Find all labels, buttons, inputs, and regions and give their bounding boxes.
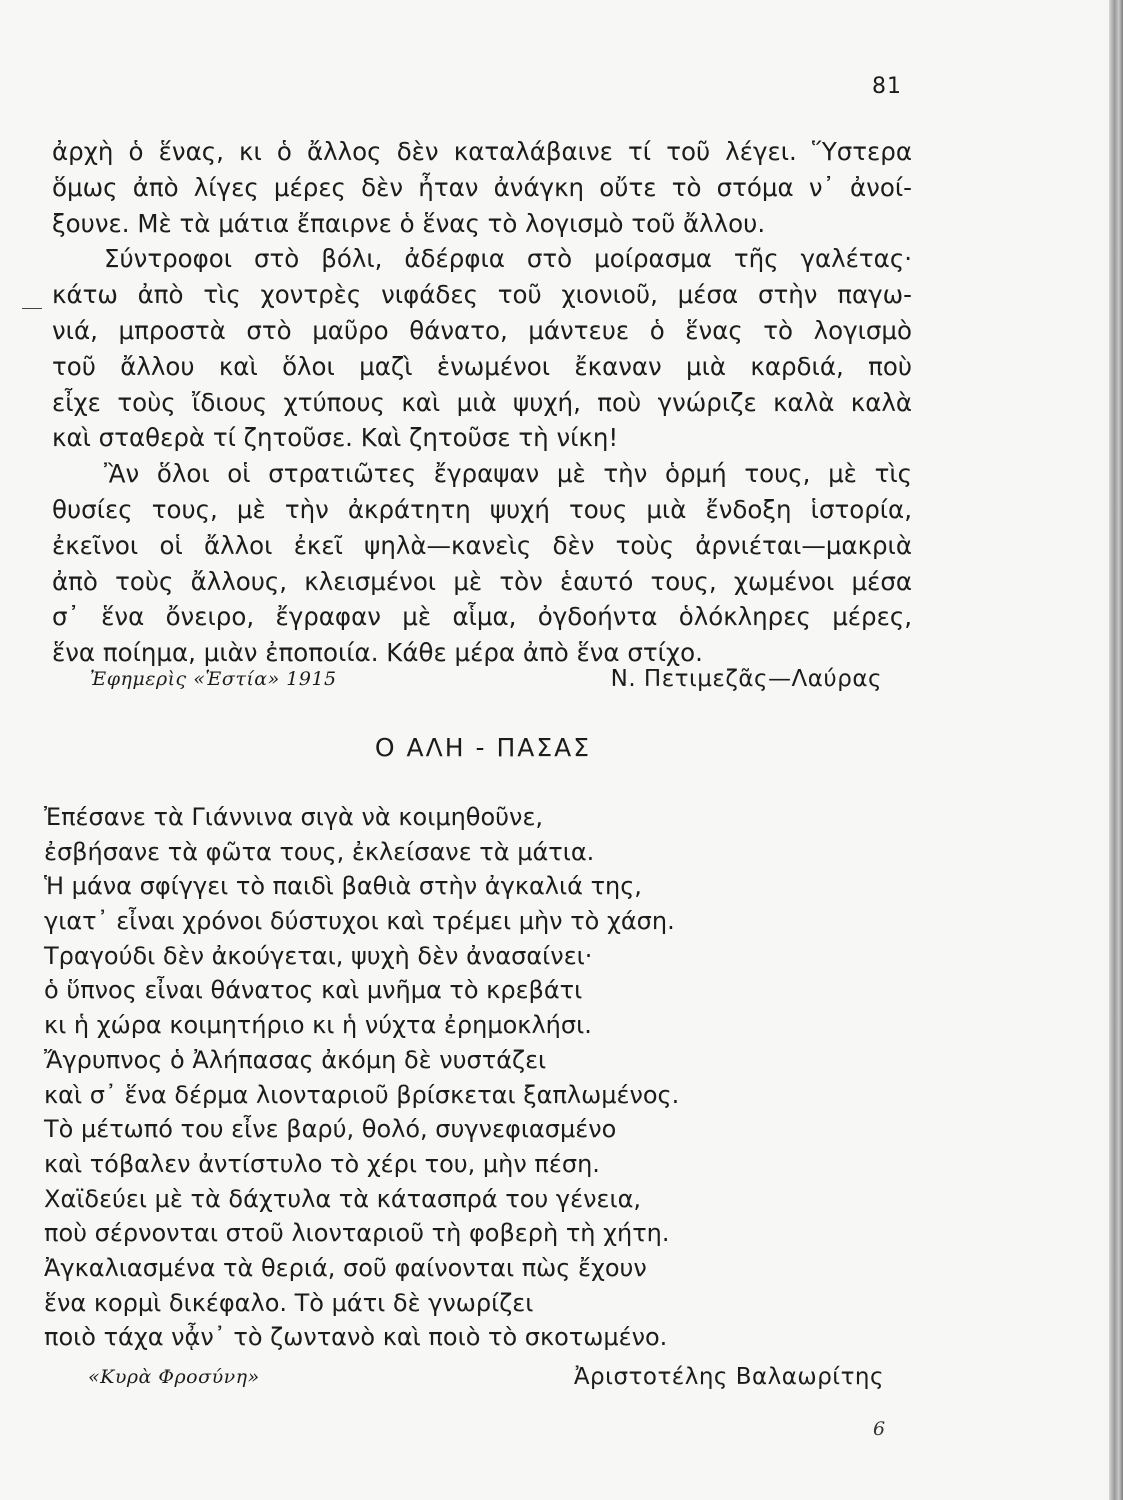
page-number: 81 <box>872 74 902 99</box>
poem-block <box>44 800 804 1355</box>
poem-line: κι ἡ χώρα κοιμητήριο κι ἡ νύχτα ἐρημοκλήσι. <box>44 1011 592 1040</box>
prose-line: καὶ σταθερὰ τί ζητοῦσε. Καὶ ζητοῦσε τὴ νίκη! <box>52 423 619 453</box>
prose-line: ἀρχὴ ὁ ἕνας, κι ὁ ἄλλος δὲν καταλάβαινε τί τοῦ λέγει. Ὕστερα <box>52 137 912 166</box>
prose-line: ὅμως ἀπὸ λίγες μέρες δὲν ἦταν ἀνάγκη οὔτε τὸ στόμα ν᾿ ἀνοί- <box>52 172 912 202</box>
prose-line: νιά, μπροστὰ στὸ μαῦρο θάνατο, μάντευε ὁ ἕνας τὸ λογισμὸ <box>52 315 912 345</box>
poem-line: Χαϊδεύει μὲ τὰ δάχτυλα τὰ κάτασπρά του γένεια, <box>44 1184 642 1213</box>
prose-line: ξουνε. Μὲ τὰ μάτια ἔπαιρνε ὁ ἕνας τὸ λογισμὸ τοῦ ἄλλου. <box>52 208 766 238</box>
signature-mark: 6 <box>873 1418 886 1440</box>
prose-line: τοῦ ἄλλου καὶ ὅλοι μαζὶ ἑνωμένοι ἔκαναν μιὰ καρδιά, ποὺ <box>52 351 912 381</box>
prose-line: Σύντροφοι στὸ βόλι, ἀδέρφια στὸ μοίρασμα τῆς γαλέτας· <box>104 244 912 274</box>
prose-line: εἶχε τοὺς ἴδιους χτύπους καὶ μιὰ ψυχή, ποὺ γνώριζε καλὰ καλὰ <box>52 387 912 417</box>
poem-author: Ἀριστοτέλης Βαλαωρίτης <box>573 1364 884 1390</box>
prose-line: θυσίες τους, μὲ τὴν ἀκράτητη ψυχή τους μιὰ ἔνδοξη ἱστορία, <box>52 494 912 524</box>
poem-line: καὶ τόβαλεν ἀντίστυλο τὸ χέρι του, μὴν πέση. <box>44 1149 600 1178</box>
prose-line: ἕνα ποίημα, μιὰν ἐποποιία. Κάθε μέρα ἀπὸ ἕνα στίχο. <box>52 638 703 668</box>
poem-line: Ἀγκαλιασμένα τὰ θεριά, σοῦ φαίνονται πὼς ἔχουν <box>44 1253 647 1282</box>
prose-block <box>52 134 912 671</box>
poem-line: καὶ σ᾿ ἕνα δέρμα λιονταριοῦ βρίσκεται ξαπλωμένος. <box>44 1080 680 1109</box>
prose-line: Ἂν ὅλοι οἱ στρατιῶτες ἔγραψαν μὲ τὴν ὁρμή τους, μὲ τὶς <box>104 459 912 489</box>
prose-source: Ἐφημερὶς «Ἑστία» 1915 <box>90 668 337 690</box>
prose-author: Ν. Πετιμεζᾶς—Λαύρας <box>610 666 882 692</box>
poem-line: ποιὸ τάχα νᾆν᾿ τὸ ζωντανὸ καὶ ποιὸ τὸ σκοτωμένο. <box>44 1323 668 1352</box>
prose-line: ἀπὸ τοὺς ἄλλους, κλεισμένοι μὲ τὸν ἑαυτό τους, χωμένοι μέσα <box>52 566 912 596</box>
poem-line: Τὸ μέτωπό του εἶνε βαρύ, θολό, συγνεφιασμένο <box>44 1115 617 1144</box>
poem-line: Τραγούδι δὲν ἀκούγεται, ψυχὴ δὲν ἀνασαίνει· <box>44 941 593 970</box>
poem-line: ἐσβήσανε τὰ φῶτα τους, ἐκλείσανε τὰ μάτια. <box>44 837 595 866</box>
prose-line: ἐκεῖνοι οἱ ἄλλοι ἐκεῖ ψηλὰ—κανεὶς δὲν τοὺς ἀρνιέται—μακριὰ <box>52 530 912 560</box>
margin-mark <box>22 308 42 309</box>
poem-title: Ο ΑΛΗ - ΠΑΣΑΣ <box>374 733 592 762</box>
poem-line: ἕνα κορμὶ δικέφαλο. Τὸ μάτι δὲ γνωρίζει <box>44 1288 534 1317</box>
poem-line: Ἡ μάνα σφίγγει τὸ παιδὶ βαθιὰ στὴν ἀγκαλιά της, <box>44 872 642 901</box>
page-edge <box>1109 0 1123 1500</box>
prose-line: κάτω ἀπὸ τὶς χοντρὲς νιφάδες τοῦ χιονιοῦ, μέσα στὴν παγω- <box>52 280 912 310</box>
poem-line: Ἐπέσανε τὰ Γιάννινα σιγὰ νὰ κοιμηθοῦνε, <box>44 803 544 831</box>
poem-line: γιατ᾿ εἶναι χρόνοι δύστυχοι καὶ τρέμει μὴν τὸ χάση. <box>44 907 675 936</box>
poem-line: Ἄγρυπνος ὁ Ἀλήπασας ἀκόμη δὲ νυστάζει <box>44 1045 547 1074</box>
prose-line: σ᾿ ἕνα ὄνειρο, ἔγραφαν μὲ αἷμα, ὀγδοήντα ὁλόκληρες μέρες, <box>52 602 912 632</box>
poem-line: ποὺ σέρνονται στοῦ λιονταριοῦ τὴ φοβερὴ τὴ χήτη. <box>44 1219 670 1248</box>
poem-line: ὁ ὕπνος εἶναι θάνατος καὶ μνῆμα τὸ κρεβάτι <box>44 976 583 1005</box>
poem-attribution <box>88 1364 884 1398</box>
prose-attribution <box>90 666 882 700</box>
poem-source: «Κυρὰ Φροσύνη» <box>88 1366 260 1388</box>
